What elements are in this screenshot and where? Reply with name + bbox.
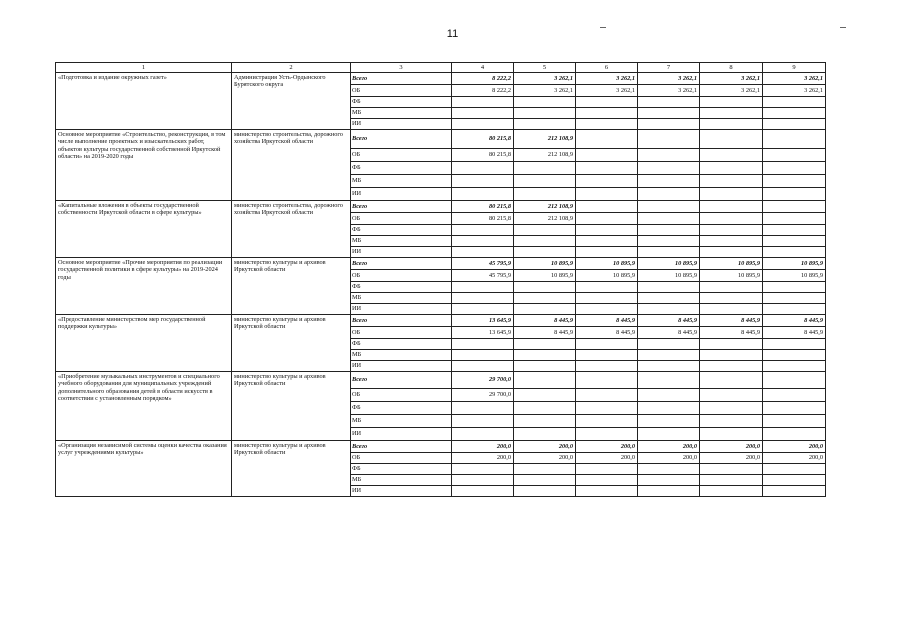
amount-cell [576, 464, 638, 475]
amount-cell: 8 445,9 [763, 327, 826, 339]
amount-cell [700, 130, 763, 149]
amount-cell [763, 188, 826, 201]
activity-description: Основное мероприятие «Строительство, реконструкция, в том числе выполнение проектных и изыскательских работ, объектов культуры государственной собственной Иркутской области» на 2019-2020 годы [56, 130, 232, 201]
amount-cell [700, 361, 763, 372]
amount-cell [576, 293, 638, 304]
amount-cell: 8 445,9 [576, 327, 638, 339]
amount-cell [514, 361, 576, 372]
amount-cell [638, 389, 700, 402]
amount-cell [514, 339, 576, 350]
amount-cell [763, 282, 826, 293]
funding-source: МБ [351, 236, 452, 247]
funding-source: ОБ [351, 149, 452, 162]
amount-cell [763, 372, 826, 389]
amount-cell [576, 361, 638, 372]
amount-cell [700, 304, 763, 315]
amount-cell [763, 247, 826, 258]
amount-cell: 212 108,9 [514, 130, 576, 149]
funding-source: Всего [351, 315, 452, 327]
amount-cell: 3 262,1 [700, 85, 763, 97]
amount-cell [514, 464, 576, 475]
amount-cell [576, 415, 638, 428]
amount-cell [452, 282, 514, 293]
amount-cell [763, 304, 826, 315]
amount-cell: 3 262,1 [514, 73, 576, 85]
amount-cell: 10 895,9 [638, 270, 700, 282]
amount-cell [576, 188, 638, 201]
amount-cell [700, 225, 763, 236]
funding-source: ИИ [351, 361, 452, 372]
amount-cell [576, 201, 638, 213]
amount-cell [638, 175, 700, 188]
funding-source: МБ [351, 350, 452, 361]
group-total-row [56, 441, 826, 453]
amount-cell [763, 225, 826, 236]
funding-source: Всего [351, 130, 452, 149]
amount-cell [700, 247, 763, 258]
funding-source: Всего [351, 372, 452, 389]
amount-cell: 10 895,9 [514, 258, 576, 270]
amount-cell [763, 339, 826, 350]
amount-cell [514, 236, 576, 247]
amount-cell [638, 213, 700, 225]
amount-cell [452, 247, 514, 258]
responsible-executor: Администрация Усть-Ордынского Бурятского округа [232, 73, 351, 130]
amount-cell: 10 895,9 [514, 270, 576, 282]
amount-cell: 3 262,1 [576, 85, 638, 97]
amount-cell: 10 895,9 [576, 270, 638, 282]
group-total-row [56, 315, 826, 327]
amount-cell [514, 162, 576, 175]
amount-cell [638, 361, 700, 372]
amount-cell: 8 445,9 [514, 315, 576, 327]
amount-cell: 13 645,9 [452, 327, 514, 339]
amount-cell [514, 293, 576, 304]
amount-cell [638, 415, 700, 428]
amount-cell [576, 486, 638, 497]
funding-source: Всего [351, 441, 452, 453]
amount-cell [763, 175, 826, 188]
amount-cell [576, 389, 638, 402]
amount-cell [763, 293, 826, 304]
group-total-row [56, 130, 826, 149]
amount-cell [514, 415, 576, 428]
amount-cell [576, 236, 638, 247]
header-row [56, 63, 826, 73]
amount-cell [700, 119, 763, 130]
amount-cell [700, 213, 763, 225]
amount-cell [638, 225, 700, 236]
amount-cell: 10 895,9 [576, 258, 638, 270]
amount-cell [514, 372, 576, 389]
amount-cell: 29 700,0 [452, 389, 514, 402]
amount-cell: 80 215,8 [452, 201, 514, 213]
funding-source: МБ [351, 475, 452, 486]
activity-description: «Приобретение музыкальных инструментов и специального учебного оборудования для муниципальных учреждений дополнительного образования детей в области искусств в соответствии с установленным порядком» [56, 372, 232, 441]
responsible-executor: министерство культуры и архивов Иркутской области [232, 441, 351, 497]
amount-cell [638, 236, 700, 247]
amount-cell [763, 130, 826, 149]
funding-source: Всего [351, 258, 452, 270]
amount-cell [700, 108, 763, 119]
amount-cell: 3 262,1 [763, 73, 826, 85]
column-header: 7 [638, 63, 700, 73]
amount-cell: 200,0 [638, 441, 700, 453]
responsible-executor: министерство строительства, дорожного хозяйства Иркутской области [232, 130, 351, 201]
amount-cell: 3 262,1 [638, 85, 700, 97]
group-total-row [56, 258, 826, 270]
amount-cell [763, 415, 826, 428]
amount-cell: 200,0 [452, 453, 514, 464]
funding-source: ФБ [351, 225, 452, 236]
amount-cell [700, 475, 763, 486]
amount-cell [763, 97, 826, 108]
amount-cell [576, 162, 638, 175]
funding-source: ИИ [351, 188, 452, 201]
amount-cell [700, 339, 763, 350]
amount-cell: 10 895,9 [700, 270, 763, 282]
funding-source: ОБ [351, 85, 452, 97]
activity-description: «Капитальные вложения в объекты государственной собственности Иркутской области в сфере культуры» [56, 201, 232, 258]
amount-cell [700, 389, 763, 402]
group-total-row [56, 372, 826, 389]
amount-cell [514, 175, 576, 188]
activity-description: «Организация независимой системы оценки качества оказания услуг учреждениями культуры» [56, 441, 232, 497]
amount-cell: 3 262,1 [638, 73, 700, 85]
amount-cell [576, 149, 638, 162]
amount-cell: 80 215,8 [452, 213, 514, 225]
amount-cell [576, 119, 638, 130]
amount-cell [452, 108, 514, 119]
amount-cell: 3 262,1 [700, 73, 763, 85]
column-header: 5 [514, 63, 576, 73]
amount-cell [576, 225, 638, 236]
funding-source: ОБ [351, 327, 452, 339]
amount-cell: 3 262,1 [514, 85, 576, 97]
amount-cell [514, 486, 576, 497]
amount-cell [700, 201, 763, 213]
amount-cell [638, 119, 700, 130]
amount-cell [763, 236, 826, 247]
amount-cell [452, 402, 514, 415]
amount-cell: 8 445,9 [638, 315, 700, 327]
amount-cell [514, 282, 576, 293]
funding-source: ИИ [351, 304, 452, 315]
amount-cell [514, 247, 576, 258]
amount-cell [576, 97, 638, 108]
amount-cell [452, 225, 514, 236]
amount-cell: 29 700,0 [452, 372, 514, 389]
funding-source: МБ [351, 175, 452, 188]
amount-cell: 212 108,9 [514, 201, 576, 213]
amount-cell [576, 282, 638, 293]
amount-cell [700, 149, 763, 162]
amount-cell [452, 175, 514, 188]
amount-cell: 200,0 [576, 441, 638, 453]
responsible-executor: министерство строительства, дорожного хозяйства Иркутской области [232, 201, 351, 258]
funding-source: МБ [351, 108, 452, 119]
amount-cell [763, 361, 826, 372]
amount-cell [514, 389, 576, 402]
amount-cell: 80 215,8 [452, 149, 514, 162]
activity-description: «Предоставление министерством мер государственной поддержки культуры» [56, 315, 232, 372]
amount-cell [452, 428, 514, 441]
amount-cell: 8 445,9 [700, 315, 763, 327]
amount-cell [700, 282, 763, 293]
amount-cell: 8 222,2 [452, 85, 514, 97]
responsible-executor: министерство культуры и архивов Иркутской области [232, 372, 351, 441]
funding-source: ФБ [351, 282, 452, 293]
amount-cell [452, 475, 514, 486]
amount-cell [763, 486, 826, 497]
responsible-executor: министерство культуры и архивов Иркутской области [232, 315, 351, 372]
responsible-executor: министерство культуры и архивов Иркутской области [232, 258, 351, 315]
column-header: 9 [763, 63, 826, 73]
amount-cell [452, 236, 514, 247]
amount-cell [452, 293, 514, 304]
column-header: 1 [56, 63, 232, 73]
amount-cell [452, 304, 514, 315]
amount-cell [638, 475, 700, 486]
column-header: 4 [452, 63, 514, 73]
amount-cell: 80 215,8 [452, 130, 514, 149]
amount-cell [763, 201, 826, 213]
amount-cell [576, 475, 638, 486]
scan-mark [840, 27, 846, 28]
amount-cell [638, 339, 700, 350]
column-header: 6 [576, 63, 638, 73]
activity-description: «Подготовка и издание окружных газет» [56, 73, 232, 130]
amount-cell: 45 795,9 [452, 270, 514, 282]
funding-source: МБ [351, 293, 452, 304]
amount-cell [576, 213, 638, 225]
amount-cell: 200,0 [514, 441, 576, 453]
amount-cell: 212 108,9 [514, 213, 576, 225]
amount-cell [700, 402, 763, 415]
amount-cell [638, 402, 700, 415]
funding-source: ОБ [351, 389, 452, 402]
amount-cell [514, 304, 576, 315]
amount-cell [638, 350, 700, 361]
amount-cell [700, 372, 763, 389]
amount-cell [576, 304, 638, 315]
amount-cell [576, 247, 638, 258]
amount-cell [576, 175, 638, 188]
amount-cell [452, 97, 514, 108]
amount-cell [763, 402, 826, 415]
column-header: 8 [700, 63, 763, 73]
amount-cell [638, 372, 700, 389]
funding-source: ИИ [351, 119, 452, 130]
amount-cell [514, 225, 576, 236]
amount-cell: 200,0 [700, 453, 763, 464]
amount-cell [514, 402, 576, 415]
funding-source: ОБ [351, 270, 452, 282]
funding-source: Всего [351, 73, 452, 85]
amount-cell: 10 895,9 [638, 258, 700, 270]
amount-cell: 200,0 [576, 453, 638, 464]
amount-cell [514, 428, 576, 441]
amount-cell [514, 97, 576, 108]
funding-source: ОБ [351, 453, 452, 464]
amount-cell: 10 895,9 [763, 258, 826, 270]
activity-description: Основное мероприятие «Прочие мероприятия по реализации государственной политики в сфере культуры» на 2019-2024 годы [56, 258, 232, 315]
amount-cell: 8 445,9 [763, 315, 826, 327]
amount-cell: 200,0 [638, 453, 700, 464]
amount-cell [514, 475, 576, 486]
amount-cell: 13 645,9 [452, 315, 514, 327]
amount-cell [638, 293, 700, 304]
amount-cell [700, 175, 763, 188]
funding-source: ФБ [351, 339, 452, 350]
amount-cell [514, 108, 576, 119]
amount-cell [700, 486, 763, 497]
amount-cell [763, 213, 826, 225]
amount-cell: 8 445,9 [514, 327, 576, 339]
amount-cell [638, 108, 700, 119]
amount-cell: 200,0 [700, 441, 763, 453]
amount-cell [452, 486, 514, 497]
amount-cell [514, 350, 576, 361]
amount-cell [514, 119, 576, 130]
funding-source: Всего [351, 201, 452, 213]
amount-cell [638, 188, 700, 201]
amount-cell: 200,0 [763, 441, 826, 453]
amount-cell: 8 445,9 [638, 327, 700, 339]
page-number: 11 [446, 28, 459, 40]
amount-cell: 10 895,9 [700, 258, 763, 270]
amount-cell [700, 428, 763, 441]
amount-cell [576, 372, 638, 389]
amount-cell [700, 464, 763, 475]
funding-source: ИИ [351, 428, 452, 441]
amount-cell [638, 304, 700, 315]
amount-cell [638, 486, 700, 497]
amount-cell [576, 402, 638, 415]
amount-cell [763, 389, 826, 402]
amount-cell [452, 350, 514, 361]
amount-cell [638, 162, 700, 175]
amount-cell [763, 119, 826, 130]
amount-cell: 3 262,1 [763, 85, 826, 97]
funding-source: ФБ [351, 464, 452, 475]
amount-cell [638, 130, 700, 149]
amount-cell [700, 97, 763, 108]
amount-cell [700, 293, 763, 304]
amount-cell [452, 339, 514, 350]
amount-cell [763, 162, 826, 175]
amount-cell [576, 339, 638, 350]
amount-cell [452, 415, 514, 428]
amount-cell [763, 475, 826, 486]
column-header: 2 [232, 63, 351, 73]
amount-cell: 10 895,9 [763, 270, 826, 282]
amount-cell [638, 201, 700, 213]
amount-cell [452, 162, 514, 175]
funding-source: ОБ [351, 213, 452, 225]
group-total-row [56, 201, 826, 213]
amount-cell [576, 130, 638, 149]
amount-cell [576, 350, 638, 361]
funding-source: ФБ [351, 162, 452, 175]
group-total-row [56, 73, 826, 85]
amount-cell: 200,0 [514, 453, 576, 464]
funding-source: ФБ [351, 402, 452, 415]
amount-cell [638, 247, 700, 258]
amount-cell: 212 108,9 [514, 149, 576, 162]
amount-cell [452, 119, 514, 130]
funding-source: ИИ [351, 486, 452, 497]
amount-cell [452, 361, 514, 372]
amount-cell [638, 149, 700, 162]
scan-mark [600, 27, 606, 28]
amount-cell [763, 464, 826, 475]
amount-cell [638, 97, 700, 108]
budget-table [55, 62, 826, 497]
amount-cell: 200,0 [452, 441, 514, 453]
amount-cell: 200,0 [763, 453, 826, 464]
funding-source: ФБ [351, 97, 452, 108]
amount-cell [638, 464, 700, 475]
funding-source: МБ [351, 415, 452, 428]
amount-cell [763, 350, 826, 361]
amount-cell: 8 445,9 [576, 315, 638, 327]
amount-cell: 8 222,2 [452, 73, 514, 85]
amount-cell [700, 162, 763, 175]
amount-cell [763, 428, 826, 441]
amount-cell: 3 262,1 [576, 73, 638, 85]
amount-cell: 45 795,9 [452, 258, 514, 270]
amount-cell [763, 108, 826, 119]
amount-cell [452, 464, 514, 475]
funding-source: ИИ [351, 247, 452, 258]
amount-cell [700, 236, 763, 247]
column-header: 3 [351, 63, 452, 73]
amount-cell [576, 108, 638, 119]
amount-cell [452, 188, 514, 201]
amount-cell [576, 428, 638, 441]
amount-cell [638, 428, 700, 441]
amount-cell [514, 188, 576, 201]
amount-cell [700, 188, 763, 201]
amount-cell [638, 282, 700, 293]
amount-cell [763, 149, 826, 162]
amount-cell [700, 415, 763, 428]
amount-cell [700, 350, 763, 361]
amount-cell: 8 445,9 [700, 327, 763, 339]
